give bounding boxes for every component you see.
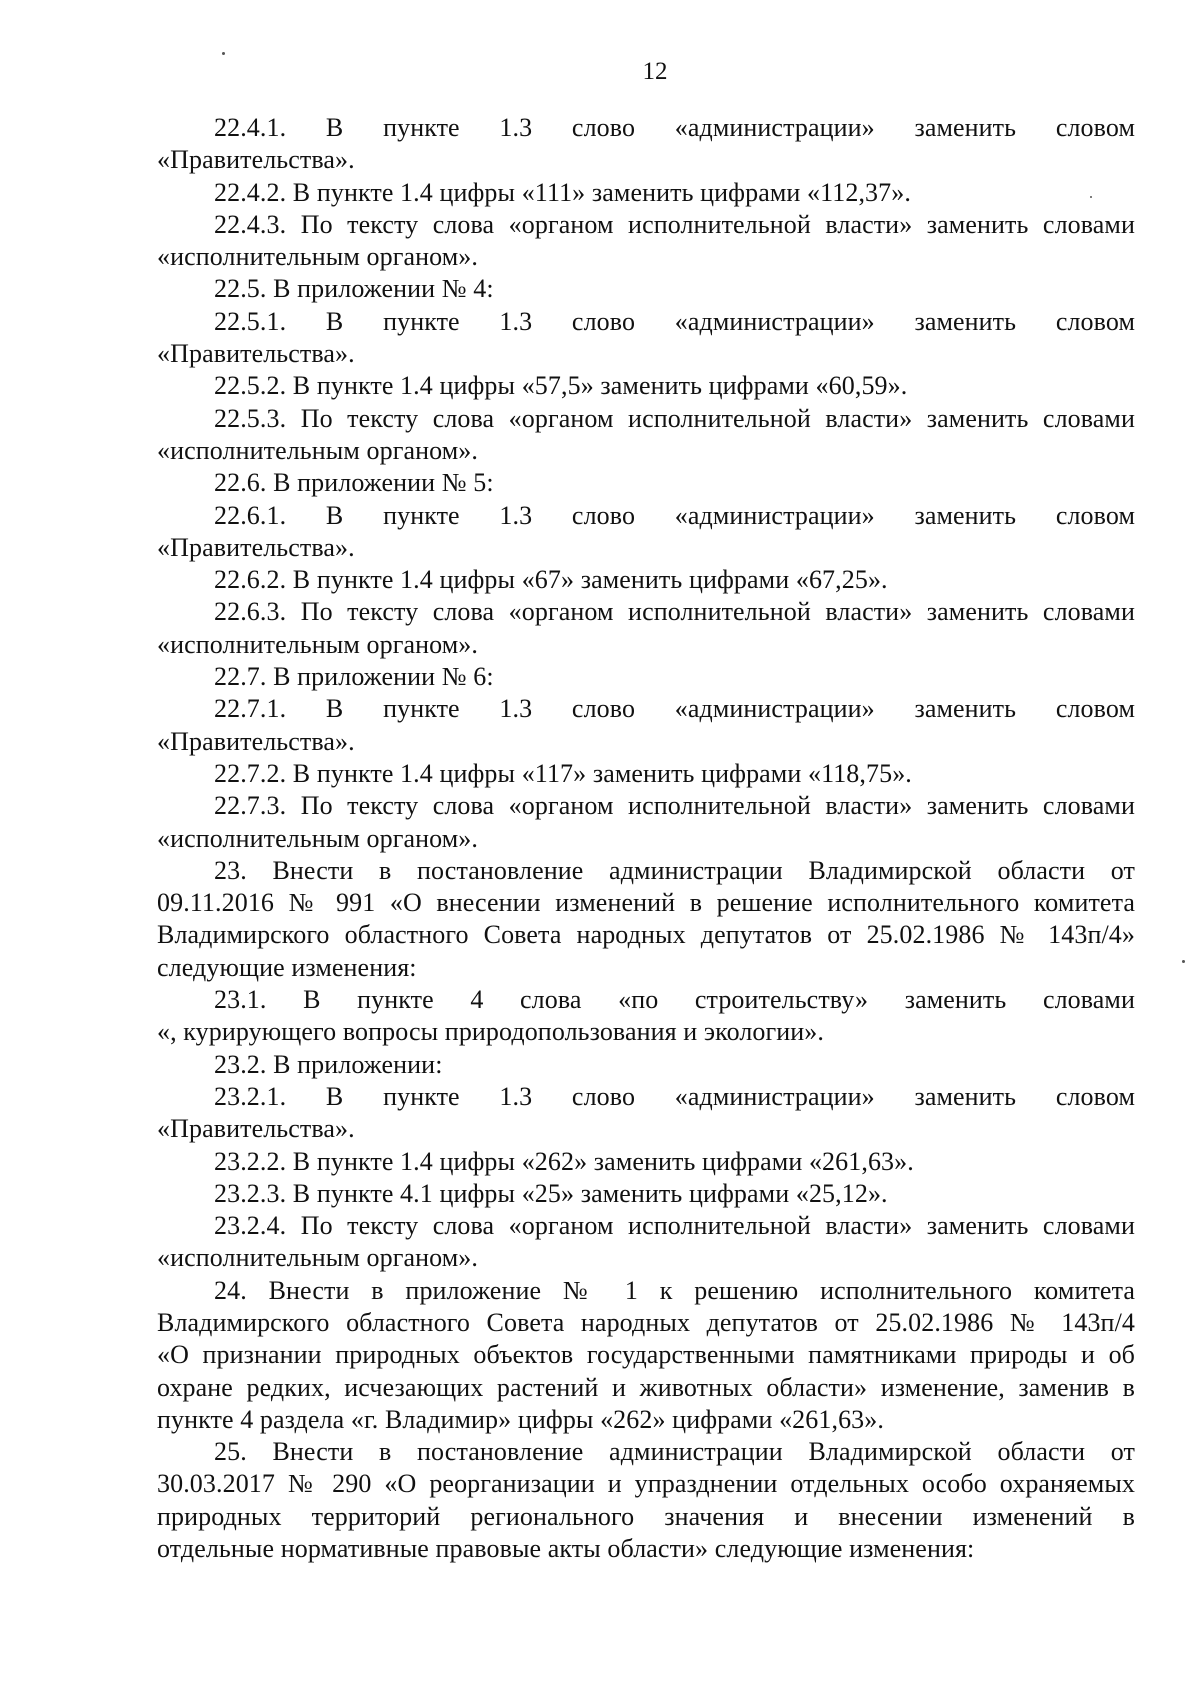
text-line: 22.6.2. В пункте 1.4 цифры «67» заменить цифрами «67,25». [214, 565, 888, 595]
text-line: 23.2.4. По тексту слова «органом исполнительной власти» заменить словами [214, 1211, 1135, 1241]
text-line: «исполнительным органом». [157, 629, 478, 659]
text-line: «О признании природных объектов государственными памятниками природы и об [157, 1340, 1135, 1370]
text-line: Владимирского областного Совета народных депутатов от 25.02.1986 № 143п/4» [157, 920, 1135, 950]
text-line: Владимирского областного Совета народных депутатов от 25.02.1986 № 143п/4 [157, 1307, 1135, 1337]
text-line: 22.5.3. По тексту слова «органом исполнительной власти» заменить словами [214, 403, 1135, 433]
text-line: природных территорий регионального значения и внесении изменений в [157, 1501, 1135, 1531]
text-line: 23.2.3. В пункте 4.1 цифры «25» заменить цифрами «25,12». [214, 1178, 888, 1208]
scan-speck [222, 52, 225, 55]
text-line: отдельные нормативные правовые акты области» следующие изменения: [157, 1534, 975, 1564]
text-line: 22.6. В приложении № 5: [214, 468, 494, 498]
text-line: 23.2.1. В пункте 1.3 слово «администрации» заменить словом [214, 1081, 1135, 1111]
document-body [157, 112, 1135, 1565]
scan-speck [1090, 196, 1092, 198]
text-line: 22.7. В приложении № 6: [214, 662, 494, 692]
text-line: 22.6.3. По тексту слова «органом исполнительной власти» заменить словами [214, 597, 1135, 627]
text-line: «исполнительным органом». [157, 242, 478, 272]
text-line: 24. Внести в приложение № 1 к решению исполнительного комитета [214, 1275, 1135, 1305]
text-line: «исполнительным органом». [157, 1243, 478, 1273]
text-line: 23.2. В приложении: [214, 1049, 443, 1079]
text-line: охране редких, исчезающих растений и животных области» изменение, заменив в [157, 1372, 1135, 1402]
text-line: 22.7.3. По тексту слова «органом исполнительной власти» заменить словами [214, 791, 1135, 821]
text-line: 23.1. В пункте 4 слова «по строительству» заменить словами [214, 985, 1135, 1015]
scan-speck [1182, 960, 1185, 963]
text-line: 23. Внести в постановление администрации Владимирской области от [214, 855, 1135, 885]
text-line: 22.5.1. В пункте 1.3 слово «администрации» заменить словом [214, 306, 1135, 336]
text-line: «исполнительным органом». [157, 435, 478, 465]
text-line: «Правительства». [157, 532, 355, 562]
text-line: 22.6.1. В пункте 1.3 слово «администрации» заменить словом [214, 500, 1135, 530]
text-line: 09.11.2016 № 991 «О внесении изменений в решение исполнительного комитета [157, 888, 1135, 918]
page-number: 12 [642, 58, 668, 85]
text-line: «Правительства». [157, 726, 355, 756]
text-line: 23.2.2. В пункте 1.4 цифры «262» заменить цифрами «261,63». [214, 1146, 914, 1176]
text-line: 22.7.2. В пункте 1.4 цифры «117» заменить цифрами «118,75». [214, 758, 912, 788]
text-line: пункте 4 раздела «г. Владимир» цифры «262» цифрами «261,63». [157, 1404, 884, 1434]
text-line: 22.4.3. По тексту слова «органом исполнительной власти» заменить словами [214, 209, 1135, 239]
text-line: 22.5.2. В пункте 1.4 цифры «57,5» заменить цифрами «60,59». [214, 371, 908, 401]
text-line: «Правительства». [157, 1114, 355, 1144]
text-line: 25. Внести в постановление администрации Владимирской области от [214, 1437, 1135, 1467]
text-line: 30.03.2017 № 290 «О реорганизации и упразднении отдельных особо охраняемых [157, 1469, 1135, 1499]
text-line: «, курирующего вопросы природопользования и экологии». [157, 1017, 825, 1047]
text-line: «Правительства». [157, 339, 355, 369]
text-line: 22.7.1. В пункте 1.3 слово «администрации» заменить словом [214, 694, 1135, 724]
text-line: «Правительства». [157, 145, 355, 175]
text-line: 22.5. В приложении № 4: [214, 274, 494, 304]
text-line: «исполнительным органом». [157, 823, 478, 853]
text-line: следующие изменения: [157, 952, 417, 982]
text-line: 22.4.1. В пункте 1.3 слово «администрации» заменить словом [214, 113, 1135, 142]
text-line: 22.4.2. В пункте 1.4 цифры «111» заменить цифрами «112,37». [214, 177, 911, 207]
